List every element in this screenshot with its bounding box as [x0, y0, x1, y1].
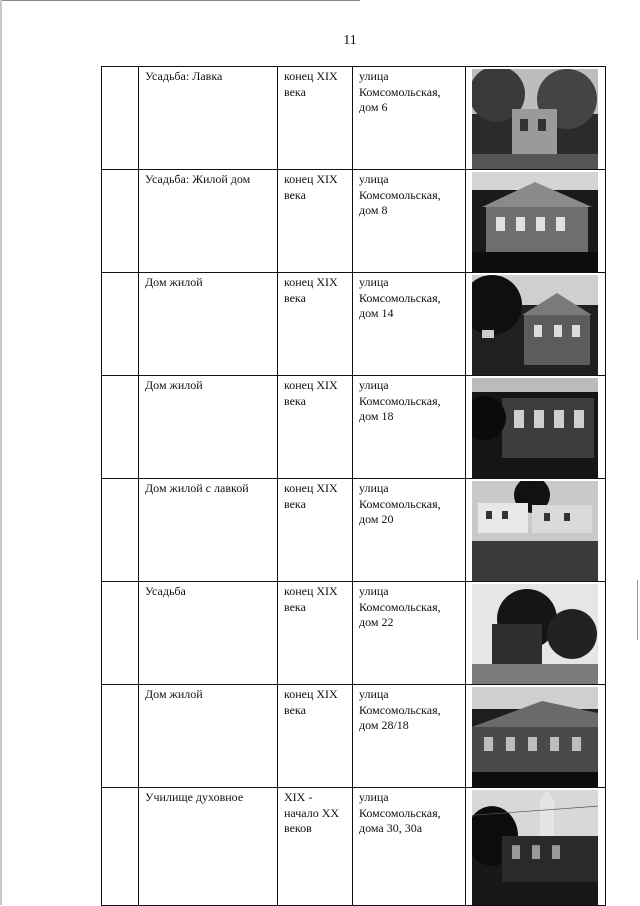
building-photo: [472, 687, 598, 787]
heritage-objects-table: [101, 66, 606, 906]
photo-cell: [466, 273, 606, 376]
table-row: [102, 685, 606, 788]
object-name-cell: Дом жилой: [139, 273, 278, 376]
address-cell: улица Комсомольская, дом 22: [353, 582, 466, 685]
building-photo: [472, 172, 598, 272]
address-cell: улица Комсомольская, дом 14: [353, 273, 466, 376]
row-number-cell: [102, 273, 139, 376]
object-name-cell: Училище духовное: [139, 788, 278, 906]
row-number-cell: [102, 479, 139, 582]
photo-cell: [466, 582, 606, 685]
dating-cell: конец XIX века: [278, 67, 353, 170]
row-number-cell: [102, 685, 139, 788]
building-photo: [472, 481, 598, 581]
dating-cell: конец XIX века: [278, 582, 353, 685]
photo-cell: [466, 67, 606, 170]
object-name-cell: Дом жилой: [139, 685, 278, 788]
scan-artifact-left-edge: [0, 0, 2, 905]
row-number-cell: [102, 67, 139, 170]
table-row: [102, 582, 606, 685]
table-row: [102, 273, 606, 376]
table-row: [102, 788, 606, 906]
address-cell: улица Комсомольская, дома 30, 30а: [353, 788, 466, 906]
dating-cell: конец XIX века: [278, 273, 353, 376]
dating-cell: конец XIX века: [278, 685, 353, 788]
building-photo: [472, 275, 598, 375]
photo-cell: [466, 685, 606, 788]
object-name-cell: Усадьба: [139, 582, 278, 685]
photo-cell: [466, 788, 606, 906]
row-number-cell: [102, 788, 139, 906]
building-photo: [472, 790, 598, 905]
building-photo: [472, 584, 598, 684]
address-cell: улица Комсомольская, дом 6: [353, 67, 466, 170]
photo-cell: [466, 170, 606, 273]
scan-artifact-right-edge: [637, 580, 638, 640]
table-row: [102, 479, 606, 582]
object-name-cell: Дом жилой с лавкой: [139, 479, 278, 582]
table-body: [102, 67, 606, 906]
table-row: [102, 376, 606, 479]
object-name-cell: Дом жилой: [139, 376, 278, 479]
row-number-cell: [102, 170, 139, 273]
address-cell: улица Комсомольская, дом 20: [353, 479, 466, 582]
row-number-cell: [102, 376, 139, 479]
table-row: [102, 170, 606, 273]
table-row: [102, 67, 606, 170]
dating-cell: XIX - начало XX веков: [278, 788, 353, 906]
dating-cell: конец XIX века: [278, 376, 353, 479]
photo-cell: [466, 376, 606, 479]
building-photo: [472, 378, 598, 478]
address-cell: улица Комсомольская, дом 28/18: [353, 685, 466, 788]
address-cell: улица Комсомольская, дом 18: [353, 376, 466, 479]
scan-artifact-top-line: [0, 0, 360, 1]
page-number: 11: [343, 33, 357, 48]
photo-cell: [466, 479, 606, 582]
object-name-cell: Усадьба: Жилой дом: [139, 170, 278, 273]
dating-cell: конец XIX века: [278, 479, 353, 582]
address-cell: улица Комсомольская, дом 8: [353, 170, 466, 273]
building-photo: [472, 69, 598, 169]
object-name-cell: Усадьба: Лавка: [139, 67, 278, 170]
dating-cell: конец XIX века: [278, 170, 353, 273]
row-number-cell: [102, 582, 139, 685]
